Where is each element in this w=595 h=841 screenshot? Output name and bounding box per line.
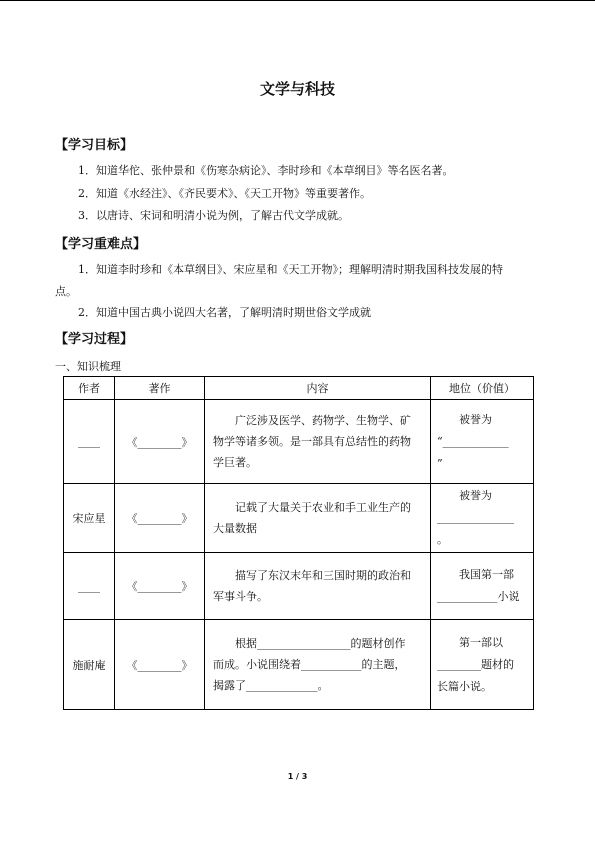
- content-line: 物学等诸多领。是一部具有总结性的药物: [213, 435, 411, 448]
- goal-item: 3．以唐诗、宋词和明清小说为例，了解古代文学成就。: [78, 209, 349, 222]
- position-line: “____________: [437, 434, 509, 448]
- position-cell[interactable]: [431, 400, 534, 484]
- column-header-position: 地位（价值）: [431, 377, 534, 400]
- work-cell[interactable]: 《________》: [115, 484, 205, 553]
- position-cell[interactable]: [431, 620, 534, 710]
- table-row: [64, 400, 534, 484]
- table-row: [64, 484, 534, 553]
- key-point-item: 2．知道中国古典小说四大名著，了解明清时期世俗文学成就: [78, 306, 371, 319]
- goal-item: 1．知道华佗、张仲景和《伤寒杂病论》、李时珍和《本草纲目》等名医名著。: [78, 164, 454, 177]
- work-cell[interactable]: 《________》: [115, 620, 205, 710]
- knowledge-table: [63, 376, 534, 710]
- column-header-work: 著作: [115, 377, 205, 400]
- content-line: 揭露了_____________。: [213, 679, 329, 692]
- content-cell[interactable]: [205, 620, 431, 710]
- author-cell[interactable]: ____: [64, 400, 115, 484]
- content-line: 记载了大量关于农业和手工业生产的: [235, 501, 411, 514]
- position-line: 被誉为: [459, 412, 492, 426]
- content-line: 根据_________________的题材创作: [235, 637, 406, 650]
- position-cell[interactable]: [431, 484, 534, 553]
- content-line: 描写了东汉末年和三国时期的政治和: [235, 569, 411, 582]
- goal-item: 2．知道《水经注》、《齐民要术》、《天工开物》等重要著作。: [78, 187, 371, 200]
- content-line: 学巨著。: [213, 456, 257, 469]
- work-cell[interactable]: 《________》: [115, 400, 205, 484]
- position-line: ______________: [437, 511, 514, 524]
- author-cell[interactable]: ____: [64, 553, 115, 620]
- content-line: 而成。小说围绕着___________的主题，: [213, 658, 406, 671]
- position-line: ”: [437, 456, 443, 470]
- author-cell: 宋应星: [64, 484, 115, 553]
- content-cell: [205, 553, 431, 620]
- position-line: 。: [437, 533, 448, 546]
- section-heading-goals: 【学习目标】: [55, 138, 134, 153]
- key-point-item-continued: 点。: [55, 285, 77, 298]
- work-cell[interactable]: 《________》: [115, 553, 205, 620]
- table-row: [64, 620, 534, 710]
- section-heading-process: 【学习过程】: [55, 332, 134, 347]
- content-cell: [205, 400, 431, 484]
- column-header-author: 作者: [64, 377, 115, 400]
- position-cell[interactable]: [431, 553, 534, 620]
- position-line: ___________小说: [437, 590, 520, 603]
- content-cell: [205, 484, 431, 553]
- content-line: 军事斗争。: [213, 590, 268, 603]
- table-row: [64, 553, 534, 620]
- author-cell: 施耐庵: [64, 620, 115, 710]
- page-top-border: [0, 0, 595, 1]
- position-line: 第一部以: [459, 635, 503, 649]
- subheading: 一、知识梳理: [55, 360, 121, 373]
- position-line: 被誉为: [459, 489, 492, 502]
- table-header-row: [64, 377, 534, 400]
- column-header-content: 内容: [205, 377, 431, 400]
- position-line: 长篇小说。: [437, 679, 492, 693]
- page-number: 1 / 3: [287, 772, 308, 781]
- content-line: 广泛涉及医学、药物学、生物学、矿: [235, 414, 411, 427]
- position-line: ________题材的: [437, 657, 514, 671]
- content-line: 大量数据: [213, 522, 257, 535]
- key-point-item: 1．知道李时珍和《本草纲目》、宋应星和《天工开物》；理解明清时期我国科技发展的特: [78, 263, 503, 276]
- position-line: 我国第一部: [459, 568, 514, 581]
- page-title: 文学与科技: [259, 80, 335, 98]
- section-heading-key-points: 【学习重难点】: [55, 237, 147, 252]
